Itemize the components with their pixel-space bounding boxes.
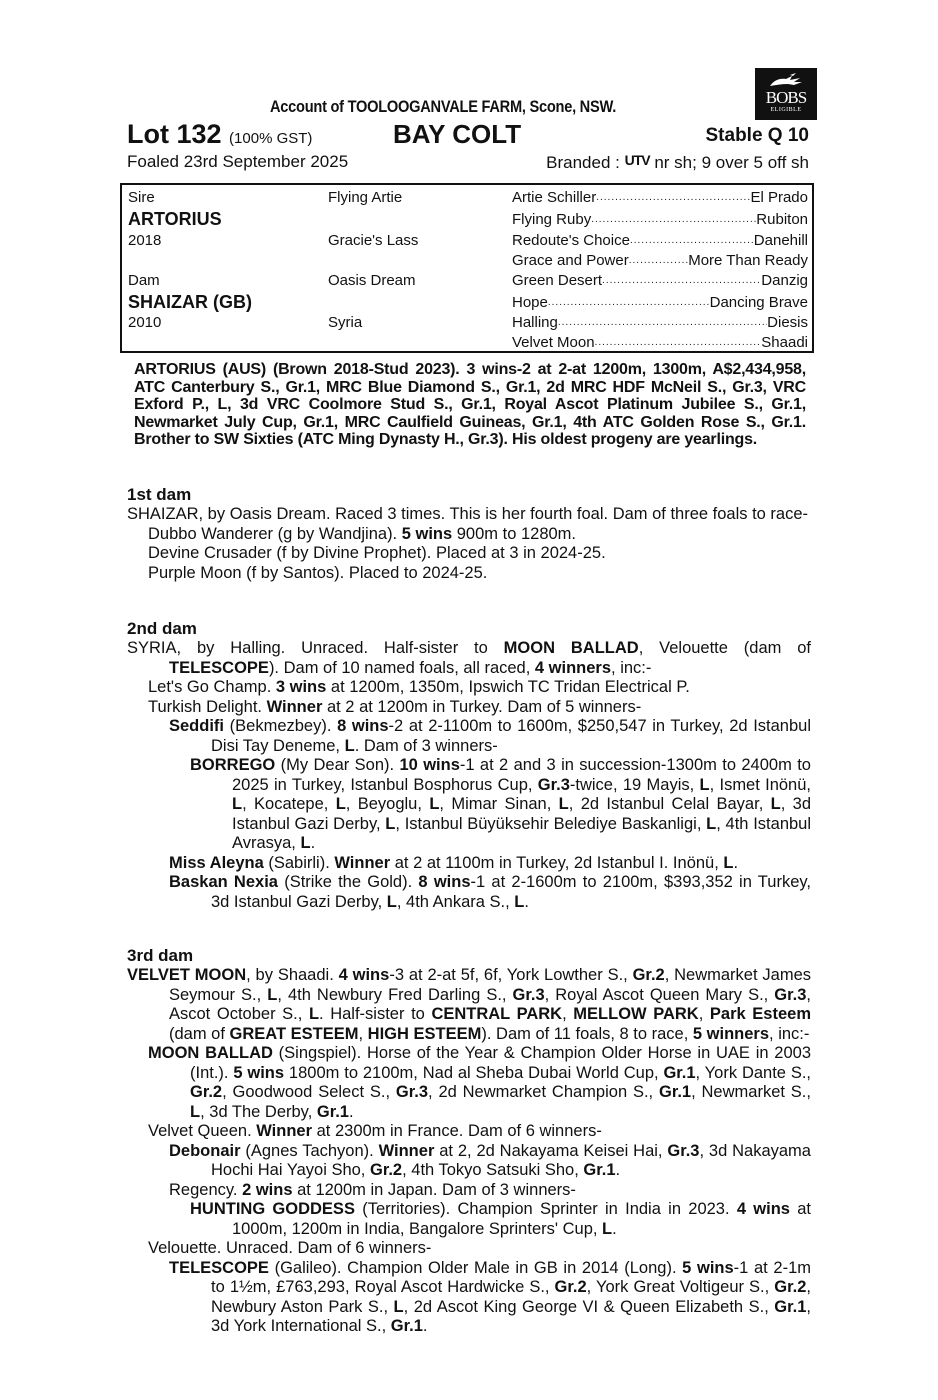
logo-text: BOBS <box>765 88 807 107</box>
gen3-horse: Grace and Power <box>512 252 629 269</box>
brand-info <box>546 152 809 173</box>
branded-label: Branded : <box>546 153 620 172</box>
section-heading: 1st dam <box>127 485 192 504</box>
sire-biography: ARTORIUS (AUS) (Brown 2018-Stud 2023). 3 wins-2 at 2-at 1200m, 1300m, A$2,434,958, ATC Canterbury S., Gr.1, MRC Blue Diamond S., Gr.1, 2d MRC HDF McNeil S., Gr.3, VRC Exford P., L, 3d VRC Coolmore Stud S., Gr.1, Royal Ascot Platinum Jubilee S., Gr.1, Newmarket July Cup, Gr.1, MRC Caulfield Guineas, Gr.1, 4th ATC Golden Rose S., Gr.1. Brother to SW Sixties (ATC Ming Dynasty H., Gr.3). His oldest progeny are yearlings. <box>134 361 806 448</box>
gen3-row <box>512 313 808 333</box>
progeny-entry: Velvet Queen. Winner at 2300m in France. Dam of 6 winners- <box>148 1122 602 1140</box>
gen3-horse: Hope <box>512 294 548 311</box>
pedigree-table <box>120 183 814 353</box>
bobs-eligible-logo <box>755 68 817 120</box>
lot-label: Lot 132 <box>127 119 222 149</box>
third-dam-section <box>127 946 811 1337</box>
branded-detail: nr sh; 9 over 5 off sh <box>654 153 809 172</box>
gen3-sire: Shaadi <box>761 334 808 351</box>
progeny-entry: Devine Crusader (f by Divine Prophet). Placed at 3 in 2024-25. <box>148 544 606 562</box>
gen3-sire: Diesis <box>767 314 808 331</box>
sire-dam: Gracie's Lass <box>328 232 419 249</box>
gen3-horse: Green Desert <box>512 272 603 289</box>
sire-sire: Flying Artie <box>328 189 403 206</box>
dam-description: SHAIZAR, by Oasis Dream. Raced 3 times. This is her fourth foal. Dam of three foals to race- <box>127 505 809 523</box>
section-heading: 3rd dam <box>127 946 194 965</box>
gen3-row <box>512 231 808 251</box>
sire-year: 2018 <box>128 232 162 249</box>
gen3-row <box>512 188 808 208</box>
vendor-account: Account of TOOLOOGANVALE FARM, Scone, NSW. <box>270 97 617 116</box>
first-dam-section <box>127 485 811 583</box>
progeny-entry: Regency. 2 wins at 1200m in Japan. Dam of 3 winners- <box>169 1180 576 1199</box>
dam-label: Dam <box>128 272 160 289</box>
progeny-entry: Miss Aleyna (Sabirli). Winner at 2 at 1100m in Turkey, 2d Istanbul I. Inönü, L. <box>169 853 739 872</box>
dam-dam: Syria <box>328 314 363 331</box>
second-dam-section <box>127 619 811 912</box>
stable-location: Stable Q 10 <box>705 125 809 146</box>
gen3-sire: Danehill <box>753 232 808 249</box>
progeny-entry: Turkish Delight. Winner at 2 at 1200m in Turkey. Dam of 5 winners- <box>148 697 642 716</box>
dam-name: SHAIZAR (GB) <box>128 292 252 312</box>
dam-description: SYRIA, by Halling. Unraced. Half-sister to MOON BALLAD, Velouette (dam of TELESCOPE). Dam of 10 named foals, all raced, 4 winners, inc:- <box>127 639 812 677</box>
progeny-entry: MOON BALLAD (Singspiel). Horse of the Year & Champion Older Horse in UAE in 2003 (Int.). 5 wins 1800m to 2100m, Nad al Sheba Dubai World Cup, Gr.1, York Dante S., Gr.2, Goodwood Select S., Gr.3, 2d Newmarket Champion S., Gr.1, Newmarket S., L, 3d The Derby, Gr.1. <box>148 1044 812 1121</box>
dam-sire: Oasis Dream <box>328 272 416 289</box>
progeny-entry: HUNTING GODDESS (Territories). Champion Sprinter in India in 2023. 4 wins at 1000m, 1200m in India, Bangalore Sprinters' Cup, L. <box>190 1200 811 1238</box>
progeny-entry: Baskan Nexia (Strike the Gold). 8 wins-1 at 2-1600m to 2100m, $393,352 in Turkey, 3d Istanbul Gazi Derby, L, 4th Ankara S., L. <box>169 873 811 911</box>
gen3-sire: Dancing Brave <box>709 294 808 311</box>
foaled-date: Foaled 23rd September 2025 <box>127 152 349 171</box>
lot-number <box>127 119 312 150</box>
brand-mark: UTV <box>624 152 650 168</box>
gen3-row <box>512 293 808 313</box>
horse-description: BAY COLT <box>393 119 522 149</box>
progeny-entry: BORREGO (My Dear Son). 10 wins-1 at 2 and 3 in succession-1300m to 2400m to 2025 in Turkey, Istanbul Bosphorus Cup, Gr.3-twice, 19 Mayis, L, Ismet Inönü, L, Kocatepe, L, Beyoglu, L, Mimar Sinan, L, 2d Istanbul Celal Bayar, L, 3d Istanbul Gazi Derby, L, Istanbul Büyüksehir Belediye Baskanligi, L, 4th Istanbul Avrasya, L. <box>190 756 812 852</box>
progeny-entry: Dubbo Wanderer (g by Wandjina). 5 wins 900m to 1280m. <box>148 524 576 543</box>
progeny-entry: Velouette. Unraced. Dam of 6 winners- <box>148 1239 432 1257</box>
gen3-horse: Flying Ruby <box>512 211 592 228</box>
dam-year: 2010 <box>128 314 162 331</box>
gen3-sire: Danzig <box>761 272 808 289</box>
sire-name: ARTORIUS <box>128 209 222 229</box>
logo-subtext: ELIGIBLE <box>770 107 802 113</box>
gen3-row <box>512 251 808 271</box>
progeny-entry: Purple Moon (f by Santos). Placed to 2024-25. <box>148 563 488 582</box>
progeny-entry: TELESCOPE (Galileo). Champion Older Male in GB in 2014 (Long). 5 wins-1 at 2-1m to 1½m, £763,293, Royal Ascot Hardwicke S., Gr.2, York Great Voltigeur S., Gr.2, Newbury Aston Park S., L, 2d Ascot King George VI & Queen Elizabeth S., Gr.1, 3d York International S., Gr.1. <box>169 1258 811 1335</box>
progeny-entry: Debonair (Agnes Tachyon). Winner at 2, 2d Nakayama Keisei Hai, Gr.3, 3d Nakayama Hochi Hai Yayoi Sho, Gr.2, 4th Tokyo Satsuki Sho, Gr.1. <box>169 1141 811 1179</box>
progeny-entry: Let's Go Champ. 3 wins at 1200m, 1350m, Ipswich TC Tridan Electrical P. <box>148 678 690 696</box>
progeny-entry: Seddifi (Bekmezbey). 8 wins-2 at 2-1100m to 1600m, $250,547 in Turkey, 2d Istanbul Disi Tay Deneme, L. Dam of 3 winners- <box>169 717 811 755</box>
section-heading: 2nd dam <box>127 619 197 638</box>
lot-header <box>127 119 809 151</box>
gen3-horse: Velvet Moon <box>512 334 595 351</box>
gen3-row <box>512 210 808 230</box>
dam-description: VELVET MOON, by Shaadi. 4 wins-3 at 2-at 5f, 6f, York Lowther S., Gr.2, Newmarket James Seymour S., L, 4th Newbury Fred Darling S., Gr.3, Royal Ascot Queen Mary S., Gr.3, Ascot October S., L. Half-sister to CENTRAL PARK, MELLOW PARK, Park Esteem (dam of GREAT ESTEEM, HIGH ESTEEM). Dam of 11 foals, 8 to race, 5 winners, inc:- <box>127 966 812 1043</box>
gen3-row <box>512 271 808 291</box>
gen3-sire: Rubiton <box>756 211 808 228</box>
gen3-horse: Artie Schiller <box>512 189 597 206</box>
gst-note: (100% GST) <box>229 130 313 147</box>
gen3-horse: Halling <box>512 314 558 331</box>
gen3-sire: El Prado <box>750 189 808 206</box>
sire-label: Sire <box>128 189 155 206</box>
gen3-horse: Redoute's Choice <box>512 232 630 249</box>
gen3-sire: More Than Ready <box>688 252 808 269</box>
gen3-row <box>512 333 808 353</box>
